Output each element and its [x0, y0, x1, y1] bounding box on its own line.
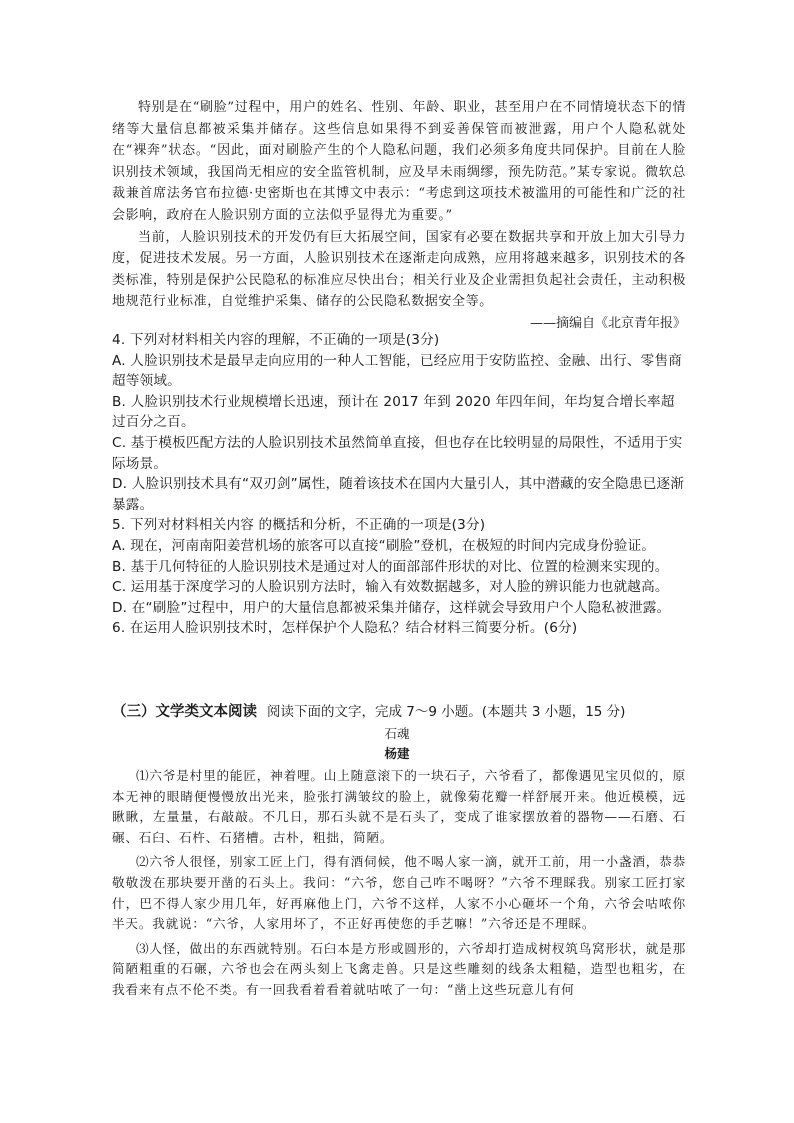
story-author: 杨建	[384, 746, 410, 761]
question-line: B. 人脸识别技术行业规模增长迅速，预计在 2017 年到 2020 年四年间，年均复合增长率超过百分之百。	[112, 393, 675, 431]
question-line: C. 运用基于深度学习的人脸识别方法时，输入有效数据越多，对人脸的辨识能力也就越高。	[112, 579, 669, 596]
question-line: A. 人脸识别技术是最早走向应用的一种人工智能，已经应用于安防监控、金融、出行、零售商超等领域。	[112, 352, 683, 390]
question-line: B. 基于几何特征的人脸识别技术是通过对人的面部部件形状的对比、位置的检测来实现的。	[112, 558, 669, 575]
story-paragraph: ⑵六爷人很怪，别家工匠上门，得有酒伺候，他不喝人家一滴，就开工前，用一小盏酒，恭恭敬敬泼在那块要开凿的石头上。我问：“六爷，您自己咋不喝呀？”六爷不理睬我。别家工匠打家什，巴不得人家少用几年，好再麻他上门，六爷不这样，人家不小心砸坏一个角，六爷会咕哝你半天。我就说：“六爷，人家用坏了，不正好再使您的手艺嘛！”六爷还是不理睬。	[112, 854, 686, 932]
story-paragraph: ⑶人怪，做出的东西就特别。石臼本是方形或圆形的，六爷却打造成树杈筑鸟窝形状，就是那简陋粗重的石碾，六爷也会在两头刻上飞禽走兽。只是这些雕刻的线条太粗糙，造型也粗劣，在我看来有点不伦不类。有一回我看着看着就咕哝了一句：“凿上这些玩意儿有何	[112, 940, 686, 997]
question-block	[112, 330, 686, 639]
material-passage	[112, 97, 686, 335]
question-line: C. 基于模板匹配方法的人脸识别技术虽然简单直接，但也存在比较明显的局限性，不适用于实际场景。	[112, 434, 683, 472]
material-source: ——摘编自《北京青年报》	[529, 315, 686, 331]
question-line: 6. 在运用人脸识别技术时，怎样保护个人隐私？结合材料三简要分析。(6分)	[112, 620, 578, 637]
question-line: 5. 下列对材料相关内容 的概括和分析，不正确的一项是(3分)	[112, 517, 486, 534]
question-line: D. 在“刷脸”过程中，用户的大量信息都被采集并储存，这样就会导致用户个人隐私被泄露。	[112, 599, 671, 616]
question-line: A. 现在，河南南阳姜营机场的旅客可以直接“刷脸”登机，在极短的时间内完成身份验证。	[112, 537, 656, 554]
question-line: 4. 下列对材料相关内容的理解，不正确的一项是(3分)	[112, 332, 440, 348]
section-heading	[112, 700, 692, 721]
section-instruction: 阅读下面的文字，完成 7～9 小题。(本题共 3 小题，15 分)	[267, 704, 626, 720]
question-line: D. 人脸识别技术具有“双刃剑”属性，随着该技术在国内大量引人，其中潜藏的安全隐患已逐渐暴露。	[112, 476, 685, 513]
story-paragraph: ⑴六爷是村里的能匠，神着哩。山上随意滚下的一块石子，六爷看了，都像遇见宝贝似的，原本无神的眼睛便慢慢放出光来，脸张打满皱纹的脸上，就像菊花瓣一样舒展开来。他近模模，远瞅瞅，左量量，右敲敲。不几日，那石头就不是石头了，变成了谁家摆放着的器物——石磨、石碾、石臼、石杵、石猪槽。古朴，粗拙，简陋。	[112, 768, 686, 845]
material-paragraph: 特别是在“刷脸”过程中，用户的姓名、性别、年龄、职业，甚至用户在不同情境状态下的情绪等大量信息都被采集并储存。这些信息如果得不到妥善保管而被泄露，用户个人隐私就处在“裸奔”状态。“因此，面对刷脸产生的个人隐私问题，我们必须多角度共同保护。目前在人脸识别技术领域，我国尚无相应的安全监管机制，应及早未雨绸缪，预先防范。”某专家说。微软总裁兼首席法务官布拉德·史密斯也在其博文中表示：“考虑到这项技术被滥用的可能性和广泛的社会影响，政府在人脸识别方面的立法似乎显得尤为重要。”	[112, 100, 686, 223]
section-title: （三）文学类文本阅读	[112, 704, 257, 720]
story-title: 石魂	[384, 726, 410, 741]
story-body	[112, 766, 686, 1005]
material-paragraph: 当前，人脸识别技术的开发仍有巨大拓展空间，国家有必要在数据共享和开放上加大引导力度，促进技术发展。另一方面，人脸识别技术在逐渐走向成熟，应用将越来越多，识别技术的各类标准，特别是保护公民隐私的标准应尽快出台；相关行业及企业需担负起社会责任，主动积极地规范行业标准，自觉维护采集、储存的公民隐私数据安全等。	[112, 229, 686, 310]
